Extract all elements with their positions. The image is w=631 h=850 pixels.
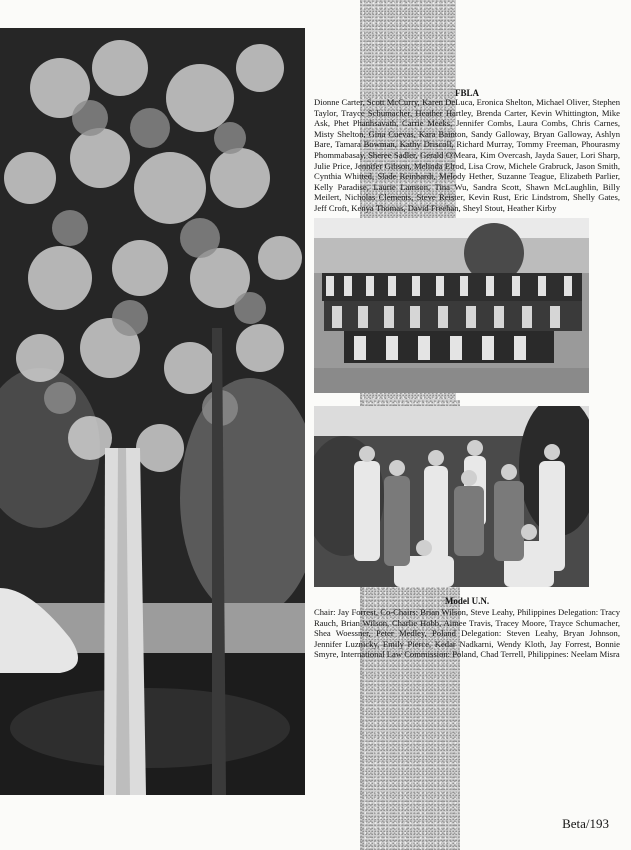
model-un-member-list: Chair: Jay Forrest, Co-Chairs: Brian Wilson, Steve Leahy, Philippines Delegation: Tracy Rauch, Brian Wilson, Charlie Hobb, Aimee Travis, Tracey Moore, Trayce Schumacher, Shea Woessner, Peter Medley, Poland Delegation: Steven Leahy, Bryan Johnson, Jennifer Luznicky, Emily Pierce, Kedar Nadkarni, Wendy Kloth, Jay Forrest, Bonnie Smyre, International Law Commission: Poland, Chad Terrell, Philippines: Neelam Misra xyxy=(314,607,620,660)
fbla-group-photograph xyxy=(314,218,589,393)
tree-photograph xyxy=(0,28,305,795)
fbla-heading: FBLA xyxy=(454,88,479,98)
fbla-member-list: Dionne Carter, Scott McCurry, Karen DeLuca, Eronica Shelton, Michael Oliver, Stephen Taylor, Trayce Schumacher, Heather Hartley, Brenda Carter, Kevin Whittington, Mike Ask, Phet Phanhsavath, Carrie Meeks, Jennifer Combs, Laura Combs, Chris Carnes, Misty Shelton, Gina Cuevas, Kara Bainton, Sandy Galloway, Bryan Galloway, Ashlyn Bare, Tamara Bowman, Kathy Driscoll, Richard Murray, Tommy Freeman, Phourasmy Phommabasay, Sheree Sadler, Gerald O'Meara, Kim Overcash, Jayda Sauer, Lori Sharp, Julie Price, Jennifer Gibson, Melinda Elrod, Lisa Crow, Michele Grabruck, Jason Smith, Cynthia Whitted, Slade Reinhardt, Melody Hether, Suzanne Teague, Elizabeth Parlier, Kelly Paradise, Laurie Lamson, Tina Wu, Sandra Scott, Shawn McLaughlin, Billy Meilert, Nicholas Clements, Steve Reister, Kevin Rust, Eric Lindstrom, Shelly Gates, Jeff Croft, Kenya Thomas, David Freehan, Sheyl Stout, Heather Kirby xyxy=(314,97,620,213)
page-folio: Beta/193 xyxy=(562,816,609,831)
model-un-heading: Model U.N. xyxy=(444,596,490,606)
model-un-group-photograph xyxy=(314,406,589,587)
